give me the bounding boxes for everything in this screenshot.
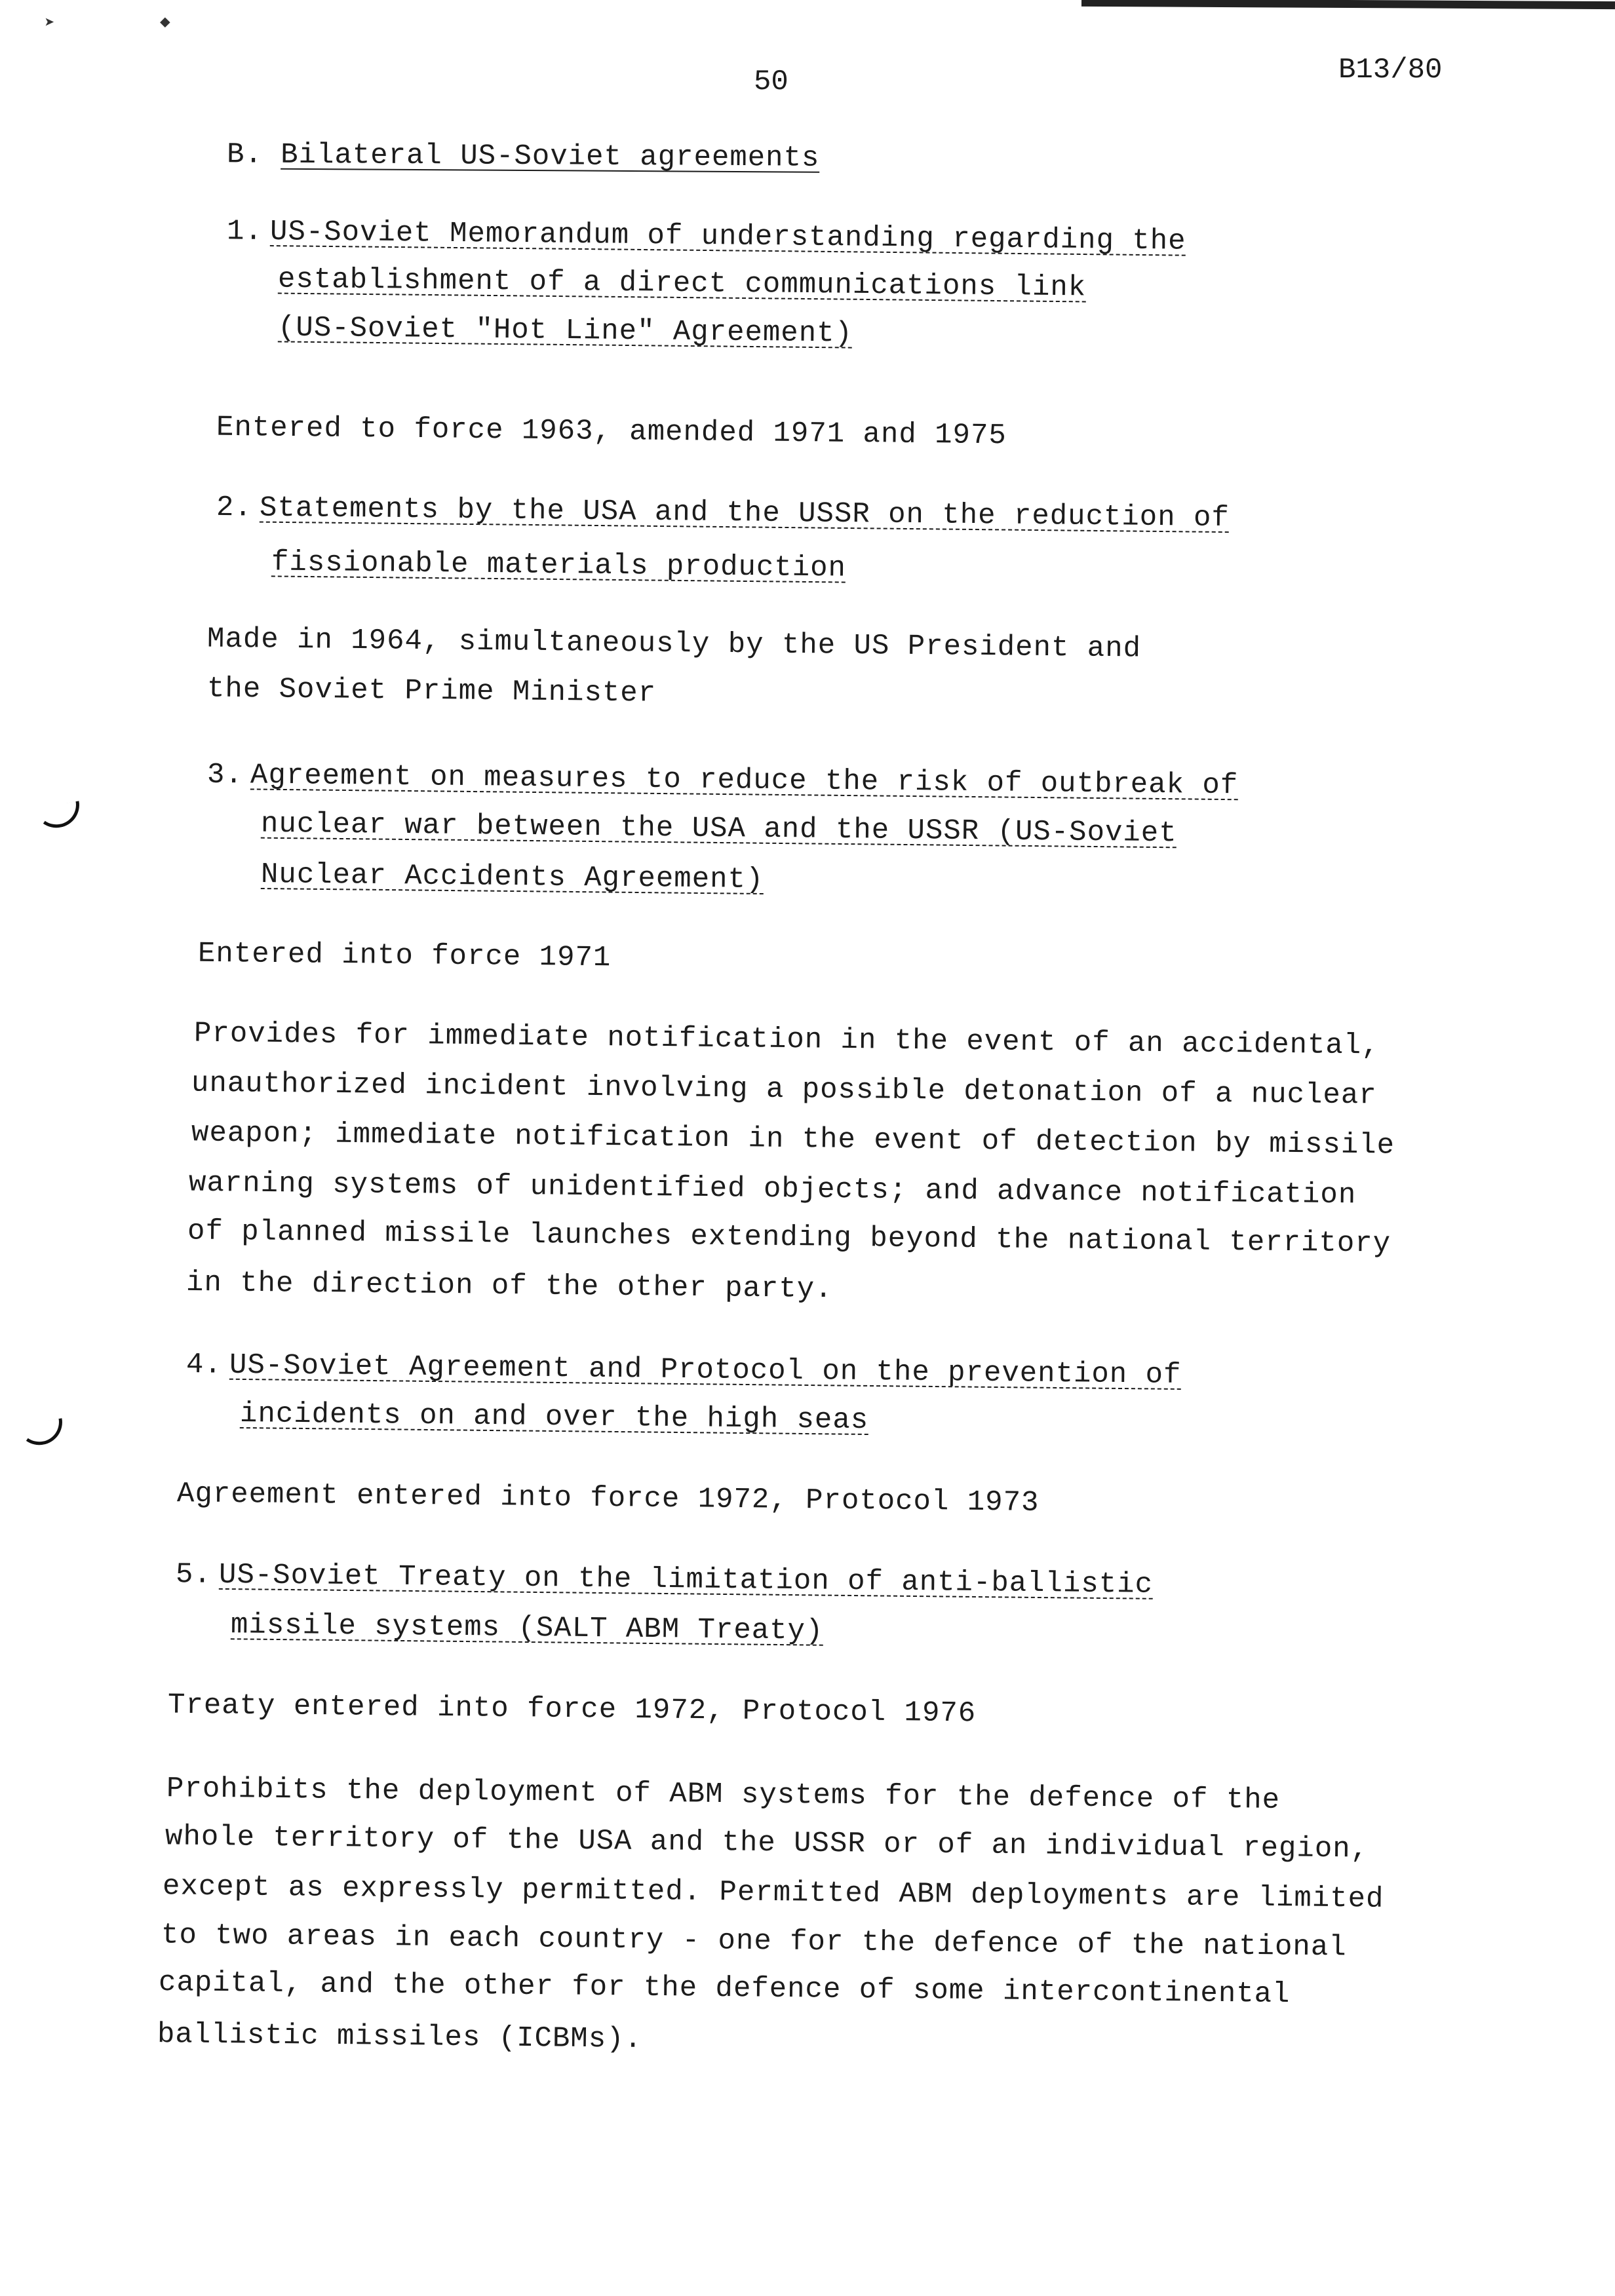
item-5-title-line: missile systems (SALT ABM Treaty) [230, 1609, 824, 1648]
item-1-title-line: 1. US-Soviet Memorandum of understanding regarding the [226, 215, 1186, 258]
item-3-title-line: Nuclear Accidents Agreement) [260, 858, 764, 897]
item-1-title-line: establishment of a direct communications link [277, 263, 1087, 305]
item-5-description-line: ballistic missiles (ICBMs). [157, 2018, 643, 2056]
item-3-description-line: in the direction of the other party. [185, 1266, 833, 1307]
item-1-title-line: (US-Soviet "Hot Line" Agreement) [277, 311, 853, 351]
item-3-description-line: weapon; immediate notification in the event of detection by missile [191, 1117, 1395, 1162]
scan-mark: ➤ [45, 14, 55, 33]
item-2-title-line: 2. Statements by the USA and the USSR on the reduction of [216, 491, 1230, 535]
section-label: B. [226, 138, 263, 172]
item-2-status: the Soviet Prime Minister [206, 672, 657, 710]
item-1-status: Entered to force 1963, amended 1971 and 1975 [216, 411, 1007, 453]
item-3-status: Entered into force 1971 [197, 937, 612, 975]
scan-mark: ◆ [160, 12, 170, 32]
item-number: 3. [206, 758, 244, 792]
section-heading [227, 138, 820, 175]
document-reference: B13/80 [1338, 54, 1443, 86]
item-5-description-line: capital, and the other for the defence of some intercontinental [158, 1966, 1291, 2012]
item-number: 2. [216, 491, 253, 525]
item-3-description-line: unauthorized incident involving a possible detonation of a nuclear [191, 1067, 1377, 1113]
item-4-title-line: incidents on and over the high seas [239, 1397, 869, 1438]
item-5-title-line: 5. US-Soviet Treaty on the limitation of anti-ballistic [175, 1558, 1154, 1601]
page-number: 50 [754, 66, 788, 98]
item-3-description-line: Provides for immediate notification in the event of an accidental, [193, 1017, 1380, 1063]
item-5-description-line: except as expressly permitted. Permitted ABM deployments are limited [162, 1870, 1384, 1916]
item-2-status: Made in 1964, simultaneously by the US President and [206, 622, 1142, 666]
item-number: 4. [185, 1349, 223, 1382]
item-3-title-line: nuclear war between the USA and the USSR (US-Soviet [260, 807, 1177, 851]
item-5-description-line: to two areas in each country - one for the defence of the national [161, 1919, 1347, 1964]
scan-edge-bar [1081, 0, 1615, 9]
item-4-title-line: 4. US-Soviet Agreement and Protocol on the prevention of [185, 1349, 1182, 1392]
item-5-description-line: whole territory of the USA and the USSR or of an individual region, [165, 1820, 1369, 1866]
item-number: 5. [175, 1558, 212, 1592]
item-3-description-line: of planned missile launches extending beyond the national territory [187, 1215, 1391, 1261]
item-2-title-line: fissionable materials production [271, 546, 847, 585]
binder-hole-mark [16, 1418, 66, 1449]
item-5-description-line: Prohibits the deployment of ABM systems for the defence of the [166, 1772, 1281, 1817]
item-3-description-line: warning systems of unidentified objects; and advance notification [188, 1166, 1357, 1212]
binder-hole-mark [33, 801, 83, 832]
section-title: Bilateral US-Soviet agreements [281, 138, 820, 175]
item-4-status: Agreement entered into force 1972, Protocol 1973 [176, 1478, 1040, 1520]
item-5-status: Treaty entered into force 1972, Protocol 1976 [167, 1689, 977, 1731]
item-number: 1. [226, 215, 263, 248]
item-3-title-line: 3. Agreement on measures to reduce the risk of outbreak of [206, 758, 1239, 803]
